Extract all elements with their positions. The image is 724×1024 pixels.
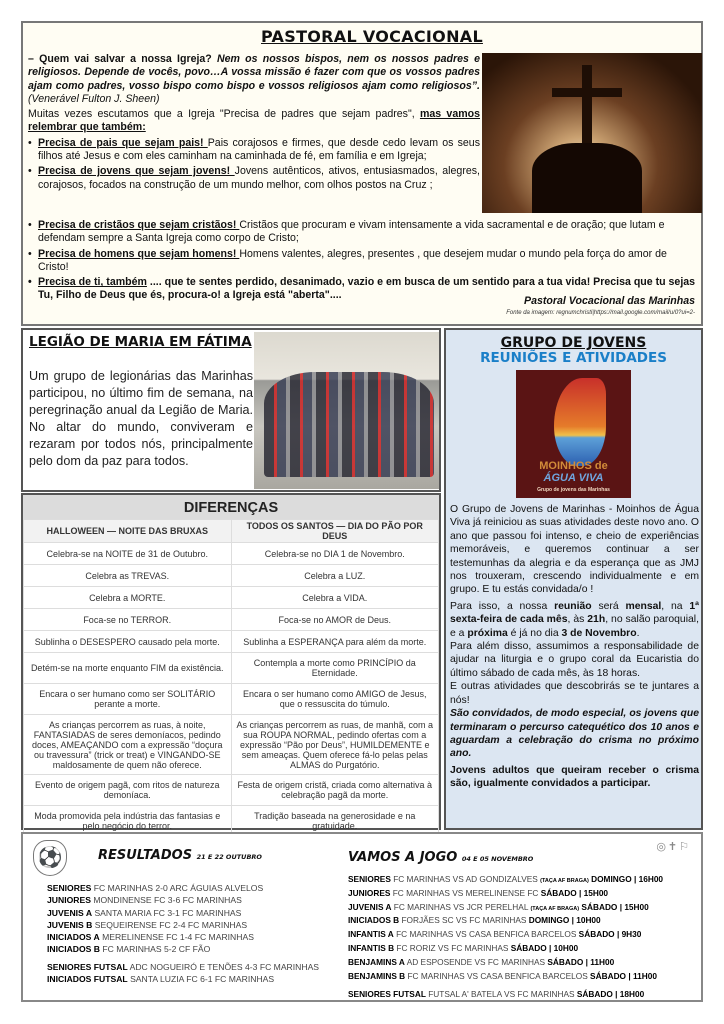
table-cell: Encara o ser humano como AMIGO de Jesus, que o ressuscita do túmulo. — [231, 684, 439, 715]
quote-text: Nem os nossos bispos, nem os nossos padres e religiosos. Depende de vocês, povo…A vossa missão é fazer com que os vossos padres ajam como padres, vosso bispo como bispo e vossos religiosos ajam como religiosos”. — [28, 53, 480, 92]
paragraph: São convidados, de modo especial, os jovens que terminaram o percurso catequético dos 10 anos e aguardam a celebração do crisma no próximo ano. — [450, 708, 699, 760]
table-cell: Celebra a LUZ. — [231, 565, 439, 587]
fixtures-list — [348, 874, 663, 1003]
logo-text: ÁGUA VIVA — [543, 472, 604, 484]
table-cell: Festa de origem cristã, criada como alternativa à celebração pagã da morte. — [231, 775, 439, 806]
table-cell: Celebra a VIDA. — [231, 587, 439, 609]
table-cell: Foca-se no AMOR de Deus. — [231, 609, 439, 631]
group-photo — [254, 332, 439, 489]
bullet-item: • Precisa de jovens que sejam jovens! Jovens autênticos, ativos, entusiasmados, alegres, corajosos, focados na construção de um mundo melhor, com olhos postos na Cruz ; — [28, 165, 480, 192]
cross-family-image — [482, 53, 702, 213]
image-source: Fonte da imagem: regnumchristi|https://mail.google.com/mail/u/0?ui=2- — [506, 310, 695, 316]
section-title: LEGIÃO DE MARIA EM FÁTIMA — [29, 334, 252, 350]
quote-author: (Venerável Fulton J. Sheen) — [28, 92, 160, 105]
jogos-title: VAMOS A JOGO 04 E 05 NOVEMBRO — [348, 850, 534, 865]
paragraph: Para isso, a nossa reunião será mensal, na 1ª sexta-feira de cada mês, às 21h, no salão paroquial, e a próxima é já no dia 3 de Novembro. — [450, 600, 699, 639]
signature: Pastoral Vocacional das Marinhas — [524, 295, 695, 307]
intro-text: Muitas vezes escutamos que a Igreja "Precisa de padres que sejam padres", — [28, 108, 420, 121]
club-crest-icon: ⚽ — [33, 840, 67, 876]
result-item: SENIORES FC MARINHAS 2-0 ARC ÁGUIAS ALVELOS — [47, 883, 264, 893]
pastoral-intro — [28, 53, 480, 192]
column-header: HALLOWEEN — NOITE DAS BRUXAS — [24, 520, 232, 543]
table-row — [24, 565, 439, 587]
moinhos-agua-viva-logo — [516, 370, 631, 498]
result-item: INICIADOS FUTSAL SANTA LUZIA FC 6-1 FC MARINHAS — [47, 974, 275, 985]
logo-text: Grupo de jovens das Marinhas — [537, 487, 610, 493]
table-cell: Foca-se no TERROR. — [24, 609, 232, 631]
section-subtitle: REUNIÕES E ATIVIDADES — [480, 350, 667, 366]
fixture-item: INFANTIS A FC MARINHAS VS CASA BENFICA BARCELOS SÁBADO | 9H30 — [348, 929, 642, 940]
column-header: TODOS OS SANTOS — DIA DO PÃO POR DEUS — [231, 520, 439, 543]
table-cell: Sublinha a ESPERANÇA para além da morte. — [231, 631, 439, 653]
table-row — [24, 587, 439, 609]
table-row — [24, 543, 439, 565]
resultados-date: 21 E 22 OUTUBRO — [196, 853, 262, 861]
table-row — [24, 684, 439, 715]
results-list — [47, 882, 319, 985]
paragraph: Jovens adultos que queiram receber o crisma são, igualmente convidados a participar. — [450, 764, 699, 790]
table-cell: Evento de origem pagã, com ritos de natureza demoníaca. — [24, 775, 232, 806]
diferencas-table — [23, 495, 439, 837]
paragraph: E outras atividades que descobrirás se te juntares a nós! — [450, 681, 699, 706]
logo-text: MOINHOS de — [539, 460, 608, 472]
jovens-text — [450, 503, 699, 794]
pastoral-bullets — [28, 217, 696, 303]
table-row — [24, 653, 439, 684]
table-cell: As crianças percorrem as ruas, de manhã, com a sua ROUPA NORMAL, pedindo ofertas com a expressão “Pão por Deus”, HUMILDEMENTE e sem ameaças. Quem oferece fá-lo pelas pelas ALMAS do Purgatório. — [231, 715, 439, 775]
dash: – — [28, 53, 40, 65]
paragraph: O Grupo de Jovens de Marinhas - Moinhos de Água Viva já reiniciou as suas atividades deste novo ano. O ano que passou foi intenso, e cheio de experiências memoráveis, e queremos continuar a ser testemunhas da alegria e da esperança que as JMJ nos trouxeram, crescendo individualmente e em grupo. E tu estás convidada/o ! — [450, 504, 699, 596]
flame-icon — [554, 378, 606, 466]
quote-question: Quem vai salvar a nossa Igreja? — [39, 53, 217, 65]
table-title: DIFERENÇAS — [24, 496, 439, 520]
paragraph: Para além disso, assumimos a responsabilidade de ajudar na liturgia e o grupo coral da Eucaristia do último sábado de cada mês, às 18 horas. — [450, 641, 699, 679]
resultados-title: RESULTADOS 21 E 22 OUTUBRO — [98, 848, 262, 863]
legiao-maria-section — [21, 328, 441, 492]
result-item: INICIADOS B FC MARINHAS 5-2 CF FÃO — [47, 944, 211, 955]
table-cell: Celebra as TREVAS. — [24, 565, 232, 587]
table-row — [24, 775, 439, 806]
table-cell: Celebra-se na NOITE de 31 de Outubro. — [24, 543, 232, 565]
bullet-item: • Precisa de homens que sejam homens! Homens valentes, alegres, presentes , que desejem mudar o mundo pela força do amor de Cristo! — [28, 248, 696, 275]
bullet-item: • Precisa de cristãos que sejam cristãos! Cristãos que procuram e vivam intensamente a vida sacramental e de oração; que lutam e defendam sempre a Santa Igreja como corpo de Cristo; — [28, 219, 696, 246]
fixture-item: BENJAMINS B FC MARINHAS VS CASA BENFICA BARCELOS SÁBADO | 11H00 — [348, 970, 657, 981]
pastoral-vocacional-section — [21, 21, 703, 326]
result-item: JUNIORES MONDINENSE FC 3-6 FC MARINHAS — [47, 895, 242, 906]
bullet-item: • Precisa de pais que sejam pais! Pais corajosos e firmes, que desde cedo levam os seus filhos até Jesus e com eles caminham na caminhada de fé, em família e em Igreja; — [28, 137, 480, 164]
grupo-jovens-section — [444, 328, 703, 830]
fixture-item: SENIORES FUTSAL FUTSAL A' BATELA VS FC MARINHAS SÁBADO | 18H00 — [348, 989, 645, 1000]
table-row — [24, 631, 439, 653]
table-cell: Moda promovida pela indústria das fantasias e pelo negócio do terror. — [24, 806, 232, 837]
fixture-item: INFANTIS B FC RORIZ VS FC MARINHAS SÁBADO | 10H00 — [348, 942, 579, 953]
result-item: INICIADOS A MERELINENSE FC 1-4 FC MARINHAS — [47, 932, 254, 943]
table-cell: Contempla a morte como PRINCÍPIO da Eternidade. — [231, 653, 439, 684]
intro-emphasis: mas vamos relembrar que também: — [28, 108, 480, 134]
fixture-item: BENJAMINS A AD ESPOSENDE VS FC MARINHAS SÁBADO | 11H00 — [348, 956, 615, 967]
fixture-item: SENIORES FC MARINHAS VS AD GONDIZALVES (TAÇA AF BRAGA) DOMINGO | 16H00 — [348, 874, 664, 884]
table-row — [24, 715, 439, 775]
bullet-item: • Precisa de ti, também .... que te sentes perdido, desanimado, vazio e em busca de um sentido para a tua vida! Precisa que tu sejas Tu, Filho de Deus que és, procura-o! a Igreja está "aberta".... — [28, 276, 696, 303]
sponsor-icons: ◎✝⚐ — [656, 841, 691, 853]
table-row — [24, 609, 439, 631]
table-cell: Celebra-se no DIA 1 de Novembro. — [231, 543, 439, 565]
table-cell: Sublinha o DESESPERO causado pela morte. — [24, 631, 232, 653]
table-cell: Encara o ser humano como ser SOLITÁRIO perante a morte. — [24, 684, 232, 715]
result-item: JUVENIS A SANTA MARIA FC 3-1 FC MARINHAS — [47, 907, 242, 918]
table-cell: As crianças percorrem as ruas, à noite, FANTASIADAS de seres demoníacos, pedindo doces, AMEAÇANDO com a expressão “doçura ou travessura” (trick or treat) e VINGANDO-SE maldosamente de quem não oferece. — [24, 715, 232, 775]
table-cell: Celebra a MORTE. — [24, 587, 232, 609]
fixture-item: JUNIORES FC MARINHAS VS MERELINENSE FC SÁBADO | 15H00 — [348, 887, 609, 898]
section-title: GRUPO DE JOVENS — [500, 335, 647, 351]
diferencas-table-section — [21, 493, 441, 830]
legiao-text: Um grupo de legionárias das Marinhas participou, no último fim de semana, na peregrinação anual da Legião de Maria. No altar do mundo, conviveram e rezaram por todos nós, principalmente pelo dom da paz para todos. — [29, 369, 253, 468]
result-item: SENIORES FUTSAL ADC NOGUEIRÓ E TENÕES 4-3 FC MARINHAS — [47, 961, 320, 972]
fixture-item: INICIADOS B FORJÃES SC VS FC MARINHAS DOMINGO | 10H00 — [348, 915, 601, 926]
result-item: JUVENIS B SEQUEIRENSE FC 2-4 FC MARINHAS — [47, 919, 248, 930]
section-title: PASTORAL VOCACIONAL — [261, 27, 483, 46]
table-cell: Tradição baseada na generosidade e na gratuidade. — [231, 806, 439, 837]
sports-section — [21, 832, 703, 1002]
table-cell: Detém-se na morte enquanto FIM da existência. — [24, 653, 232, 684]
jogos-date: 04 E 05 NOVEMBRO — [461, 855, 534, 863]
fixture-item: JUVENIS A FC MARINHAS VS JCR PERELHAL (TAÇA AF BRAGA) SÁBADO | 15H00 — [348, 901, 649, 912]
